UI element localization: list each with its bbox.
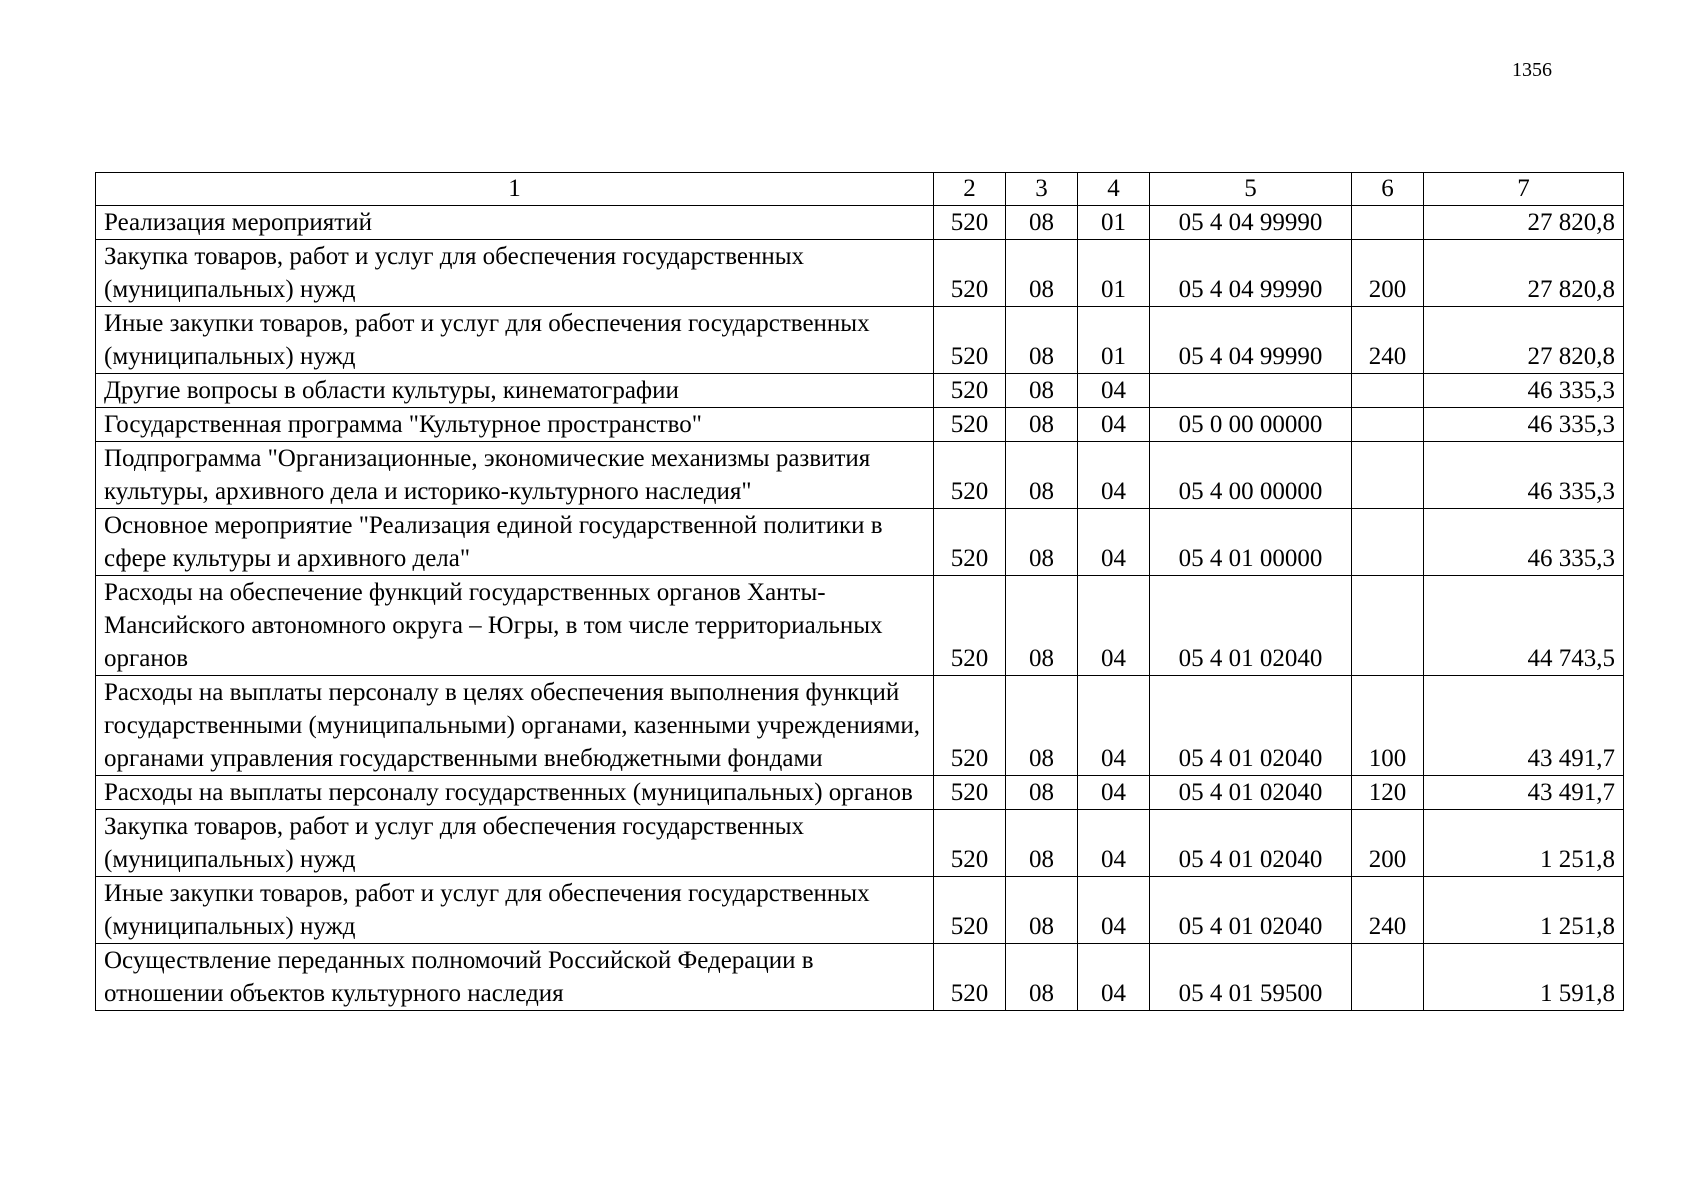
ministry-code: 520: [934, 374, 1006, 408]
expense-type-code: 240: [1352, 877, 1424, 944]
table-row: [96, 442, 1624, 509]
target-article-code: 05 4 04 99990: [1150, 240, 1352, 307]
subsection-code: 01: [1078, 240, 1150, 307]
target-article-code: [1150, 374, 1352, 408]
section-code: 08: [1006, 240, 1078, 307]
ministry-code: 520: [934, 944, 1006, 1011]
row-description: Закупка товаров, работ и услуг для обеспечения государственных (муниципальных) нужд: [96, 810, 934, 877]
subsection-code: 04: [1078, 776, 1150, 810]
subsection-code: 01: [1078, 206, 1150, 240]
amount-value: 27 820,8: [1424, 307, 1624, 374]
target-article-code: 05 4 01 02040: [1150, 810, 1352, 877]
column-header-2: 2: [934, 173, 1006, 206]
expense-type-code: 240: [1352, 307, 1424, 374]
row-description: Иные закупки товаров, работ и услуг для обеспечения государственных (муниципальных) нужд: [96, 877, 934, 944]
target-article-code: 05 4 01 00000: [1150, 509, 1352, 576]
table-body: [96, 206, 1624, 1011]
amount-value: 27 820,8: [1424, 206, 1624, 240]
row-description: Расходы на выплаты персоналу государственных (муниципальных) органов: [96, 776, 934, 810]
section-code: 08: [1006, 374, 1078, 408]
row-description: Основное мероприятие "Реализация единой государственной политики в сфере культуры и архивного дела": [96, 509, 934, 576]
table-row: [96, 576, 1624, 676]
column-header-4: 4: [1078, 173, 1150, 206]
target-article-code: 05 4 00 00000: [1150, 442, 1352, 509]
section-code: 08: [1006, 509, 1078, 576]
ministry-code: 520: [934, 442, 1006, 509]
amount-value: 27 820,8: [1424, 240, 1624, 307]
section-code: 08: [1006, 307, 1078, 374]
table-row: [96, 776, 1624, 810]
subsection-code: 04: [1078, 509, 1150, 576]
target-article-code: 05 4 04 99990: [1150, 206, 1352, 240]
row-description: Расходы на выплаты персоналу в целях обеспечения выполнения функций государственными (муниципальными) органами, казенными учреждениями, органами управления государственными внебюджетными фондами: [96, 676, 934, 776]
subsection-code: 04: [1078, 676, 1150, 776]
amount-value: 46 335,3: [1424, 442, 1624, 509]
amount-value: 43 491,7: [1424, 776, 1624, 810]
table-row: [96, 240, 1624, 307]
expense-type-code: 120: [1352, 776, 1424, 810]
ministry-code: 520: [934, 776, 1006, 810]
column-header-3: 3: [1006, 173, 1078, 206]
table-row: [96, 408, 1624, 442]
table-row: [96, 877, 1624, 944]
amount-value: 46 335,3: [1424, 509, 1624, 576]
target-article-code: 05 4 01 02040: [1150, 776, 1352, 810]
table-row: [96, 206, 1624, 240]
subsection-code: 04: [1078, 374, 1150, 408]
section-code: 08: [1006, 776, 1078, 810]
target-article-code: 05 4 01 02040: [1150, 877, 1352, 944]
section-code: 08: [1006, 408, 1078, 442]
row-description: Расходы на обеспечение функций государственных органов Ханты-Мансийского автономного округа – Югры, в том числе территориальных органов: [96, 576, 934, 676]
expense-type-code: [1352, 374, 1424, 408]
row-description: Осуществление переданных полномочий Российской Федерации в отношении объектов культурного наследия: [96, 944, 934, 1011]
table-row: [96, 676, 1624, 776]
ministry-code: 520: [934, 408, 1006, 442]
target-article-code: 05 4 01 02040: [1150, 576, 1352, 676]
ministry-code: 520: [934, 307, 1006, 374]
amount-value: 1 591,8: [1424, 944, 1624, 1011]
ministry-code: 520: [934, 676, 1006, 776]
section-code: 08: [1006, 877, 1078, 944]
amount-value: 1 251,8: [1424, 877, 1624, 944]
table-header-row: [96, 173, 1624, 206]
amount-value: 43 491,7: [1424, 676, 1624, 776]
section-code: 08: [1006, 944, 1078, 1011]
expense-type-code: [1352, 206, 1424, 240]
table-row: [96, 509, 1624, 576]
subsection-code: 04: [1078, 944, 1150, 1011]
subsection-code: 01: [1078, 307, 1150, 374]
subsection-code: 04: [1078, 877, 1150, 944]
ministry-code: 520: [934, 877, 1006, 944]
expense-type-code: [1352, 944, 1424, 1011]
section-code: 08: [1006, 676, 1078, 776]
amount-value: 46 335,3: [1424, 408, 1624, 442]
column-header-5: 5: [1150, 173, 1352, 206]
column-header-1: 1: [96, 173, 934, 206]
target-article-code: 05 4 04 99990: [1150, 307, 1352, 374]
table-row: [96, 374, 1624, 408]
row-description: Другие вопросы в области культуры, кинематографии: [96, 374, 934, 408]
row-description: Реализация мероприятий: [96, 206, 934, 240]
amount-value: 46 335,3: [1424, 374, 1624, 408]
subsection-code: 04: [1078, 576, 1150, 676]
column-header-6: 6: [1352, 173, 1424, 206]
section-code: 08: [1006, 576, 1078, 676]
ministry-code: 520: [934, 810, 1006, 877]
section-code: 08: [1006, 810, 1078, 877]
expense-type-code: 100: [1352, 676, 1424, 776]
amount-value: 1 251,8: [1424, 810, 1624, 877]
page-number: 1356: [1512, 59, 1552, 81]
row-description: Иные закупки товаров, работ и услуг для обеспечения государственных (муниципальных) нужд: [96, 307, 934, 374]
amount-value: 44 743,5: [1424, 576, 1624, 676]
expense-type-code: 200: [1352, 810, 1424, 877]
ministry-code: 520: [934, 576, 1006, 676]
subsection-code: 04: [1078, 442, 1150, 509]
expense-type-code: 200: [1352, 240, 1424, 307]
table-row: [96, 810, 1624, 877]
target-article-code: 05 0 00 00000: [1150, 408, 1352, 442]
target-article-code: 05 4 01 02040: [1150, 676, 1352, 776]
subsection-code: 04: [1078, 810, 1150, 877]
table-row: [96, 944, 1624, 1011]
ministry-code: 520: [934, 206, 1006, 240]
row-description: Государственная программа "Культурное пространство": [96, 408, 934, 442]
subsection-code: 04: [1078, 408, 1150, 442]
section-code: 08: [1006, 442, 1078, 509]
ministry-code: 520: [934, 240, 1006, 307]
section-code: 08: [1006, 206, 1078, 240]
expense-type-code: [1352, 509, 1424, 576]
expense-type-code: [1352, 442, 1424, 509]
ministry-code: 520: [934, 509, 1006, 576]
expense-type-code: [1352, 576, 1424, 676]
row-description: Подпрограмма "Организационные, экономические механизмы развития культуры, архивного дела и историко-культурного наследия": [96, 442, 934, 509]
target-article-code: 05 4 01 59500: [1150, 944, 1352, 1011]
budget-table: [95, 172, 1624, 1011]
table-row: [96, 307, 1624, 374]
column-header-7: 7: [1424, 173, 1624, 206]
row-description: Закупка товаров, работ и услуг для обеспечения государственных (муниципальных) нужд: [96, 240, 934, 307]
expense-type-code: [1352, 408, 1424, 442]
